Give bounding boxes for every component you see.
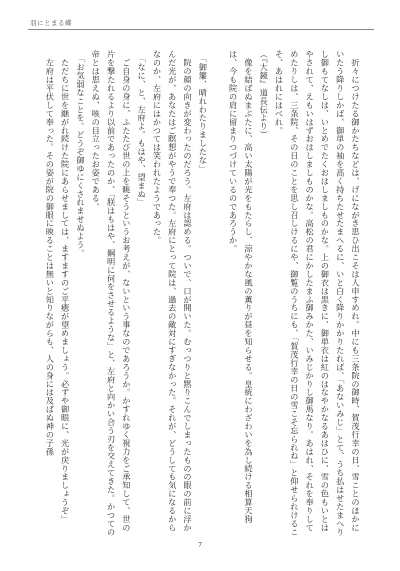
paragraph: 像を結ばぬまぶたに、高い太陽が光をもたらし、涼やかな風の薫りが昼を知らせる。皇統にわざわいを為し続ける相算天狗は、今も院の肩に留まりつづけているのであろうか。 bbox=[228, 50, 254, 524]
paragraph: 左府は平伏して奉った。その姿が院の御眼に映ることは無いと知りながらも、人の身には及ばぬ神の子孫 bbox=[45, 50, 56, 456]
paragraph: 折々につけたる御かたちなどは、げにながき思ひ出こそは人申すめれ。中にも三条院の御時、賀茂行幸の日、雪ことのほかにいたう降りしかば、御単の袖を高く持ちたせたまへるに、いと白く降りかかりたれば、「あないみじ」とて、うち払はせたまへりし御もてなしは、いとめでたくおはしましものかな。上の御衣は黒きに、御単衣は紅のはなやかなるあはひに、雪の色もいとはやされて、えもいはずおはしましものかな。高松の君にかしたまふ御みかた、いみじかりし御馬なり。あはれ、それを奉りしてめたりしは、三条院、その日のことを思し召しけるにや、御覧のうちにも、「賀茂行幸の日の雪こそ忘られね」と仰せられけるこそ、あはれにはべれ。 bbox=[274, 50, 361, 536]
vertical-body-text bbox=[38, 50, 363, 540]
running-head: 羽にとまる蝶 bbox=[30, 19, 72, 27]
dialogue-line: 「お気弱なことを。どうぞ御ゆにくされませぬよう。 bbox=[75, 50, 86, 258]
paragraph: ご自身の身に、ふたたび世の上を眺そうというお考えが、ないという事なのであろうか。かすれゆく視力をご承知して、世の片を撃たれるより以前であったのか、「朕はもはや、鋼明に何をさせるような」と、左府と向かい合う刃を交えてきた。かつての帝とは思えぬ、咳の目立ったお姿である。 bbox=[91, 50, 132, 536]
dialogue-line: ただちに世を継がれ続けた院にあらせましては、ますますのご平癒が望めましょう。必ずや御眼に、光が戻りましょうぞ」 bbox=[60, 50, 71, 524]
paragraph: 院の顔の向きが変わったのだろう。左府は認める。ついで、口が開いた。むっつりと黙りこんでしまったものの眼の前に浮かんだ光が、あなたはご瞑想がやうで奉つた。左府にとって院は、過去の敵対にすぎなかった。それが、どうしても気になるからなのか、左府にはかつては笑われたようであった。 bbox=[152, 50, 194, 532]
dialogue-line: 「なに、と、左府よ。もはや、望まぬ」 bbox=[137, 50, 148, 207]
citation: （『大鏡』道長伝より） bbox=[259, 50, 270, 139]
header-rule bbox=[28, 29, 374, 30]
page-number: 7 bbox=[197, 541, 203, 549]
dialogue-line: 「御簾、晴れわたりましたな」 bbox=[198, 50, 209, 173]
